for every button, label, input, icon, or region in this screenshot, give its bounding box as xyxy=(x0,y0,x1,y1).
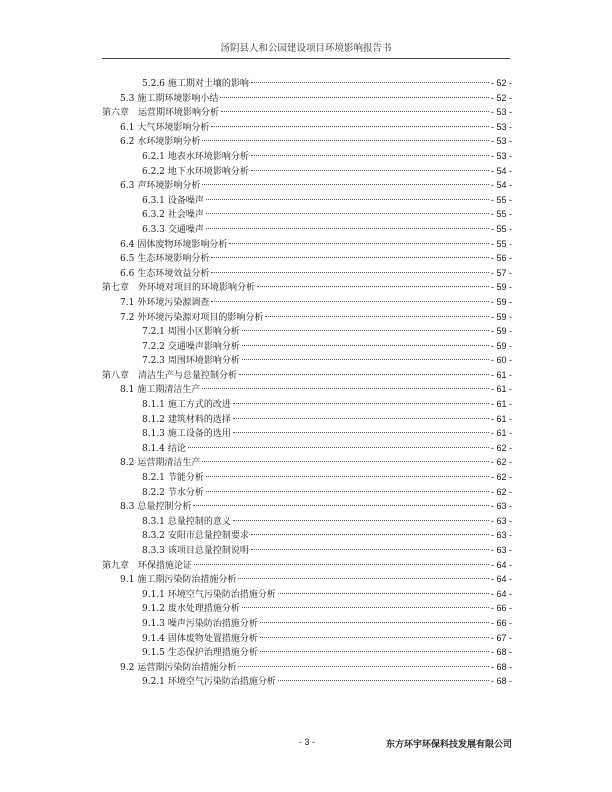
toc-entry-title: 施工期污染防治措施分析 xyxy=(137,575,237,586)
toc-entry[interactable] xyxy=(102,455,512,470)
toc-entry-page: - 52 - xyxy=(490,92,512,103)
toc-entry[interactable] xyxy=(102,295,512,310)
toc-dot-leader xyxy=(251,549,489,550)
page-number: - 3 - xyxy=(298,737,315,747)
toc-entry-number: 9.2.1 xyxy=(142,677,165,688)
toc-entry[interactable] xyxy=(102,514,512,529)
toc-entry[interactable] xyxy=(102,280,512,295)
toc-entry-page: - 62 - xyxy=(490,486,512,497)
toc-entry-title: 建筑材料的选择 xyxy=(167,414,231,425)
toc-entry[interactable] xyxy=(102,310,512,325)
toc-entry-title: 社会噪声 xyxy=(167,210,204,221)
toc-entry-page: - 61 - xyxy=(490,428,512,439)
toc-dot-leader xyxy=(260,651,489,652)
toc-entry-page: - 54 - xyxy=(490,165,512,176)
toc-entry-number: 8.1.1 xyxy=(142,400,165,411)
toc-entry-title: 设备噪声 xyxy=(167,195,204,206)
toc-entry-page: - 57 - xyxy=(490,267,512,278)
toc-entry-title: 施工设备的选用 xyxy=(167,429,231,440)
toc-entry[interactable] xyxy=(102,76,512,91)
toc-entry-page: - 62 - xyxy=(490,442,512,453)
toc-entry-title: 生态环境影响分析 xyxy=(137,254,210,265)
toc-entry-number: 第六章 xyxy=(102,108,130,119)
toc-entry-title: 交通噪声 xyxy=(167,224,204,235)
toc-entry-page: - 59 - xyxy=(490,326,512,337)
toc-entry-page: - 62 - xyxy=(490,457,512,468)
toc-dot-leader xyxy=(188,447,489,448)
toc-entry-number: 8.1.3 xyxy=(142,429,165,440)
toc-entry-title: 水环境影响分析 xyxy=(137,137,201,148)
toc-entry[interactable] xyxy=(102,120,512,135)
toc-dot-leader xyxy=(202,140,489,141)
toc-entry-page: - 67 - xyxy=(490,632,512,643)
toc-entry-title: 环保措施论证 xyxy=(138,560,193,571)
toc-entry-number: 6.3.1 xyxy=(142,195,165,206)
toc-entry[interactable] xyxy=(102,528,512,543)
toc-dot-leader xyxy=(251,82,489,83)
toc-entry-title: 节水分析 xyxy=(167,487,204,498)
toc-dot-leader xyxy=(238,578,489,579)
toc-entry-page: - 64 - xyxy=(490,588,512,599)
toc-entry-number: 6.1 xyxy=(120,122,135,133)
toc-entry-title: 固体废物环境影响分析 xyxy=(137,239,228,250)
toc-entry-title: 外环境对项目的环境影响分析 xyxy=(138,283,256,294)
toc-dot-leader xyxy=(211,126,489,127)
toc-entry[interactable] xyxy=(102,587,512,602)
toc-entry[interactable] xyxy=(102,470,512,485)
toc-entry-title: 施工期清洁生产 xyxy=(137,385,201,396)
toc-dot-leader xyxy=(239,374,489,375)
toc-entry-page: - 53 - xyxy=(490,107,512,118)
toc-entry[interactable] xyxy=(102,368,512,383)
toc-dot-leader xyxy=(278,680,489,681)
toc-entry[interactable] xyxy=(102,674,512,689)
toc-dot-leader xyxy=(193,505,489,506)
toc-entry-number: 6.4 xyxy=(120,239,135,250)
toc-entry-title: 生态环境效益分析 xyxy=(137,268,210,279)
toc-entry-number: 6.5 xyxy=(120,254,135,265)
toc-entry-title: 地下水环境影响分析 xyxy=(167,166,249,177)
toc-entry-page: - 68 - xyxy=(490,676,512,687)
toc-entry[interactable] xyxy=(102,441,512,456)
toc-entry-title: 总量控制分析 xyxy=(137,502,192,513)
toc-entry[interactable] xyxy=(102,616,512,631)
toc-entry-page: - 55 - xyxy=(490,194,512,205)
toc-dot-leader xyxy=(260,622,489,623)
toc-entry-title: 施工期环境影响小结 xyxy=(137,93,219,104)
toc-entry[interactable] xyxy=(102,397,512,412)
toc-entry-title: 该项目总量控制说明 xyxy=(167,546,249,556)
toc-entry-title: 环境空气污染防治措施分析 xyxy=(167,677,276,688)
toc-entry-page: - 60 - xyxy=(490,355,512,366)
toc-entry[interactable] xyxy=(102,499,512,514)
toc-entry[interactable] xyxy=(102,572,512,587)
toc-entry-number: 第八章 xyxy=(102,370,130,381)
toc-dot-leader xyxy=(242,607,489,608)
company-name: 东方环宇环保科技发展有限公司 xyxy=(385,740,512,750)
toc-entry-number: 8.2.2 xyxy=(142,487,165,498)
toc-entry-page: - 64 - xyxy=(490,574,512,585)
toc-entry-page: - 66 - xyxy=(490,617,512,628)
toc-entry-page: - 54 - xyxy=(490,180,512,191)
toc-entry-number: 7.2.1 xyxy=(142,327,165,338)
toc-entry[interactable] xyxy=(102,660,512,675)
toc-entry-number: 6.2 xyxy=(120,137,135,148)
toc-entry[interactable] xyxy=(102,207,512,222)
toc-entry-page: - 66 - xyxy=(490,603,512,614)
toc-entry-page: - 68 - xyxy=(490,647,512,658)
toc-entry-title: 环境空气污染防治措施分析 xyxy=(167,589,276,600)
toc-entry-number: 9.1.2 xyxy=(142,604,165,615)
toc-entry[interactable] xyxy=(102,178,512,193)
toc-entry-number: 9.1 xyxy=(120,575,135,586)
toc-entry-page: - 59 - xyxy=(490,296,512,307)
toc-dot-leader xyxy=(242,359,489,360)
toc-entry-number: 8.1.2 xyxy=(142,414,165,425)
toc-dot-leader xyxy=(233,520,489,521)
toc-entry-number: 6.3 xyxy=(120,181,135,192)
toc-entry[interactable] xyxy=(102,222,512,237)
toc-entry[interactable] xyxy=(102,134,512,149)
toc-entry-title: 周围小区影响分析 xyxy=(167,327,240,338)
toc-entry-number: 9.1.1 xyxy=(142,589,165,600)
toc-entry-page: - 61 - xyxy=(490,413,512,424)
toc-entry-number: 6.6 xyxy=(120,268,135,279)
toc-entry-title: 生态保护治理措施分析 xyxy=(167,648,258,659)
toc-entry-number: 9.1.4 xyxy=(142,633,165,644)
toc-entry-number: 9.2 xyxy=(120,662,135,673)
toc-entry[interactable] xyxy=(102,382,512,397)
toc-dot-leader xyxy=(220,97,489,98)
toc-entry-title: 运营期清洁生产 xyxy=(137,458,201,469)
toc-entry[interactable] xyxy=(102,193,512,208)
toc-entry-page: - 63 - xyxy=(490,501,512,512)
toc-dot-leader xyxy=(194,564,489,565)
toc-dot-leader xyxy=(202,388,489,389)
page-header xyxy=(102,40,510,59)
toc-entry-number: 6.2.2 xyxy=(142,166,165,177)
toc-entry[interactable] xyxy=(102,237,512,252)
toc-entry-number: 8.3.2 xyxy=(142,531,165,542)
toc-entry[interactable] xyxy=(102,426,512,441)
toc-entry-page: - 55 - xyxy=(490,238,512,249)
toc-entry-number: 6.2.1 xyxy=(142,151,165,162)
toc-entry-title: 清洁生产与总量控制分析 xyxy=(138,370,238,381)
toc-entry-title: 大气环境影响分析 xyxy=(137,122,210,133)
toc-entry[interactable] xyxy=(102,485,512,500)
toc-entry[interactable] xyxy=(102,324,512,339)
toc-entry-number: 8.1 xyxy=(120,385,135,396)
toc-dot-leader xyxy=(257,286,489,287)
toc-entry-title: 噪声污染防治措施分析 xyxy=(167,618,258,629)
toc-dot-leader xyxy=(229,243,489,244)
toc-entry-title: 固体废物处置措施分析 xyxy=(167,633,258,644)
toc-entry-number: 8.2 xyxy=(120,458,135,469)
toc-dot-leader xyxy=(211,257,489,258)
toc-dot-leader xyxy=(251,170,489,171)
toc-entry-number: 9.1.3 xyxy=(142,618,165,629)
document-title: 汤阴县人和公园建设项目环境影响报告书 xyxy=(220,43,392,54)
toc-entry-page: - 68 - xyxy=(490,661,512,672)
toc-entry-page: - 53 - xyxy=(490,121,512,132)
toc-entry-number: 7.2.3 xyxy=(142,356,165,367)
toc-entry-page: - 55 - xyxy=(490,223,512,234)
toc-entry[interactable] xyxy=(102,164,512,179)
toc-dot-leader xyxy=(206,228,489,229)
toc-entry-number: 9.1.5 xyxy=(142,648,165,659)
toc-entry-title: 声环境影响分析 xyxy=(137,181,201,192)
toc-entry-number: 7.1 xyxy=(120,297,135,308)
toc-entry-page: - 61 - xyxy=(490,369,512,380)
toc-entry-title: 总量控制的意义 xyxy=(167,516,231,527)
table-of-contents xyxy=(102,76,512,689)
toc-entry-page: - 61 - xyxy=(490,384,512,395)
toc-entry-title: 地表水环境影响分析 xyxy=(167,151,249,162)
toc-entry-number: 6.3.2 xyxy=(142,210,165,221)
toc-entry-title: 施工期对土壤的影响 xyxy=(167,79,249,89)
toc-dot-leader xyxy=(206,491,489,492)
toc-dot-leader xyxy=(202,461,489,462)
toc-dot-leader xyxy=(206,476,489,477)
toc-entry-page: - 53 - xyxy=(490,150,512,161)
toc-dot-leader xyxy=(278,593,489,594)
toc-entry-number: 第七章 xyxy=(102,283,130,294)
toc-entry-number: 7.2 xyxy=(120,312,135,323)
toc-entry-page: - 59 - xyxy=(490,311,512,322)
toc-entry[interactable] xyxy=(102,645,512,660)
toc-entry[interactable] xyxy=(102,149,512,164)
toc-entry-page: - 56 - xyxy=(490,253,512,264)
toc-entry[interactable] xyxy=(102,251,512,266)
toc-entry-title: 运营期污染防治措施分析 xyxy=(137,662,237,673)
toc-entry-page: - 63 - xyxy=(490,545,512,555)
toc-dot-leader xyxy=(242,345,489,346)
toc-dot-leader xyxy=(233,418,489,419)
toc-entry-number: 8.2.1 xyxy=(142,473,165,484)
toc-entry[interactable] xyxy=(102,631,512,646)
toc-entry-page: - 64 - xyxy=(490,559,512,570)
toc-entry-number: 第九章 xyxy=(102,560,130,571)
toc-entry[interactable] xyxy=(102,412,512,427)
toc-entry[interactable] xyxy=(102,558,512,573)
toc-entry-page: - 59 - xyxy=(490,282,512,293)
toc-dot-leader xyxy=(233,432,489,433)
toc-entry-number: 8.3.3 xyxy=(142,546,165,556)
toc-entry[interactable] xyxy=(102,601,512,616)
toc-entry-title: 废水处理措施分析 xyxy=(167,604,240,615)
toc-entry[interactable] xyxy=(102,91,512,106)
toc-entry-page: - 63 - xyxy=(490,530,512,541)
toc-dot-leader xyxy=(211,272,489,273)
toc-dot-leader xyxy=(211,301,489,302)
toc-dot-leader xyxy=(260,637,489,638)
toc-entry-title: 外环境污染源对项目的影响分析 xyxy=(137,312,264,323)
toc-dot-leader xyxy=(251,155,489,156)
toc-entry-title: 施工方式的改进 xyxy=(167,400,231,411)
toc-entry-number: 8.3 xyxy=(120,502,135,513)
toc-entry-number: 8.3.1 xyxy=(142,516,165,527)
toc-entry-title: 节能分析 xyxy=(167,473,204,484)
toc-entry[interactable] xyxy=(102,353,512,368)
toc-dot-leader xyxy=(202,184,489,185)
toc-entry[interactable] xyxy=(102,339,512,354)
toc-dot-leader xyxy=(238,666,489,667)
toc-entry-number: 7.2.2 xyxy=(142,341,165,352)
toc-entry-title: 结论 xyxy=(167,443,186,454)
toc-entry-number: 5.2.6 xyxy=(142,79,165,89)
toc-entry[interactable] xyxy=(102,543,512,558)
toc-entry-page: - 61 - xyxy=(490,399,512,410)
toc-entry-page: - 55 - xyxy=(490,209,512,220)
toc-entry-number: 6.3.3 xyxy=(142,224,165,235)
toc-entry-title: 运营期环境影响分析 xyxy=(138,108,220,119)
toc-entry-page: - 59 - xyxy=(490,340,512,351)
toc-entry-page: - 62 - xyxy=(490,472,512,483)
toc-dot-leader xyxy=(221,111,489,112)
toc-entry-page: - 63 - xyxy=(490,515,512,526)
toc-entry-page: - 52 - xyxy=(490,78,512,88)
toc-entry-title: 外环境污染源调查 xyxy=(137,297,210,308)
toc-entry-number: 5.3 xyxy=(120,93,135,104)
toc-dot-leader xyxy=(265,316,489,317)
toc-dot-leader xyxy=(242,330,489,331)
toc-dot-leader xyxy=(251,534,489,535)
toc-entry[interactable] xyxy=(102,105,512,120)
toc-dot-leader xyxy=(233,403,489,404)
toc-dot-leader xyxy=(206,199,489,200)
toc-entry-title: 安阳市总量控制要求 xyxy=(167,531,249,542)
toc-dot-leader xyxy=(206,213,489,214)
toc-entry-title: 周围环境影响分析 xyxy=(167,356,240,367)
toc-entry[interactable] xyxy=(102,266,512,281)
toc-entry-title: 交通噪声影响分析 xyxy=(167,341,240,352)
toc-entry-page: - 53 - xyxy=(490,136,512,147)
toc-entry-number: 8.1.4 xyxy=(142,443,165,454)
